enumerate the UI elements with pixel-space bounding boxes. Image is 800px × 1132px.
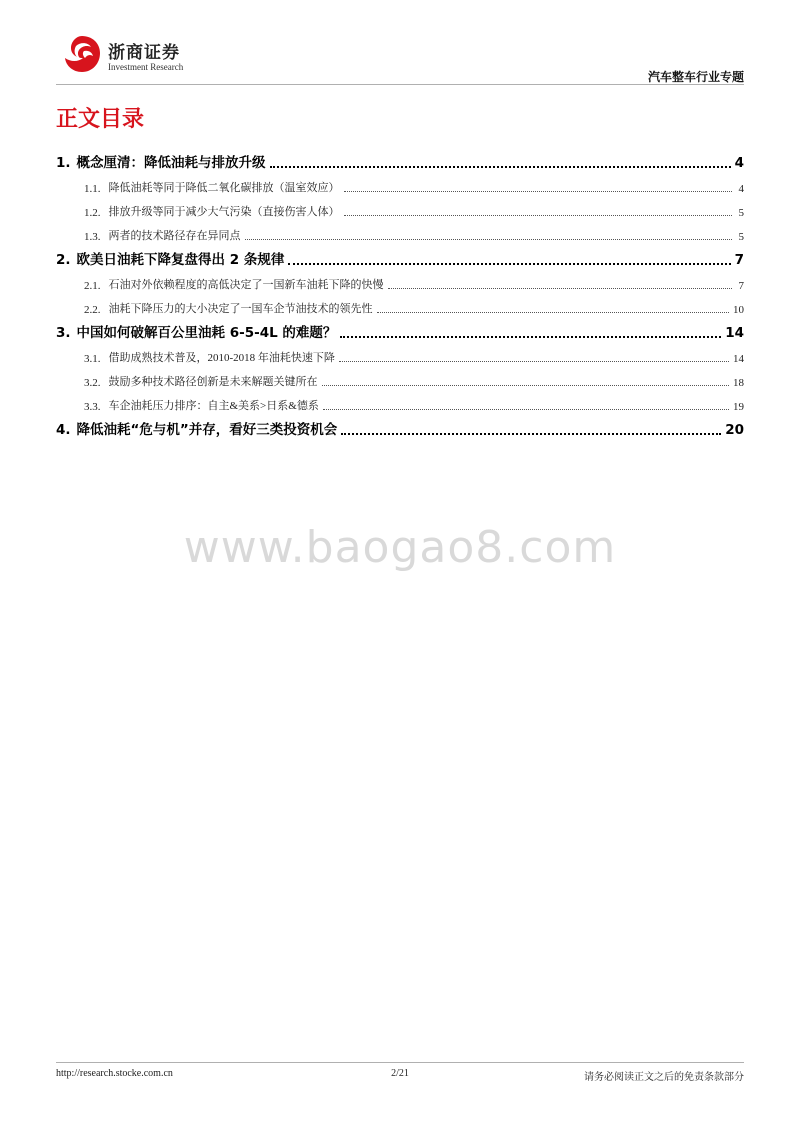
toc-entry-title: 油耗下降压力的大小决定了一国车企节油技术的领先性	[108, 303, 373, 315]
toc-dot-leader	[340, 336, 721, 338]
toc-title: 正文目录	[56, 107, 145, 132]
toc-entry-page: 5	[738, 207, 744, 219]
toc-dot-leader	[377, 312, 730, 313]
toc-dot-leader	[288, 263, 730, 265]
toc-entry-page: 7	[734, 252, 744, 268]
toc-entry-page: 20	[725, 422, 744, 438]
toc-entry-page: 5	[738, 231, 744, 243]
footer-divider	[56, 1062, 744, 1063]
toc-entry-number: 1.	[56, 155, 71, 171]
toc-subsection-entry[interactable]	[56, 219, 744, 243]
company-logo	[62, 34, 182, 78]
toc-dot-leader	[339, 361, 729, 362]
watermark: www.baogao8.com	[183, 522, 617, 573]
header-divider	[56, 84, 744, 85]
toc-entry-title: 中国如何破解百公里油耗 6-5-4L 的难题？	[76, 325, 337, 341]
toc-entry-number: 3.3.	[84, 401, 101, 413]
toc-entry-number: 3.1.	[84, 353, 101, 365]
toc-entry-title: 两者的技术路径存在异同点	[108, 230, 241, 242]
toc-entry-title: 石油对外依赖程度的高低决定了一国新车油耗下降的快慢	[108, 279, 384, 291]
page-header	[0, 0, 800, 90]
toc-entry-title: 鼓励多种技术路径创新是未来解题关键所在	[108, 376, 318, 388]
footer-page-number: 2/21	[391, 1068, 409, 1079]
toc-entry-number: 1.1.	[84, 183, 101, 195]
toc-entry-number: 3.2.	[84, 377, 101, 389]
toc-dot-leader	[344, 191, 733, 192]
toc-subsection-entry[interactable]	[56, 341, 744, 365]
footer-disclaimer: 请务必阅读正文之后的免责条款部分	[584, 1072, 744, 1083]
footer-url-link[interactable]: http://research.stocke.com.cn	[56, 1068, 173, 1079]
toc-dot-leader	[323, 409, 729, 410]
toc-subsection-entry[interactable]	[56, 171, 744, 195]
toc-subsection-entry[interactable]	[56, 195, 744, 219]
toc-dot-leader	[270, 166, 731, 168]
toc-entry-page: 4	[734, 155, 744, 171]
toc-subsection-entry[interactable]	[56, 365, 744, 389]
toc-entry-page: 7	[738, 280, 744, 292]
toc-entry-page: 14	[733, 353, 744, 365]
toc-entry-number: 2.1.	[84, 280, 101, 292]
toc-entry-title: 欧美日油耗下降复盘得出 2 条规律	[76, 252, 285, 268]
toc-entry-number: 3.	[56, 325, 71, 341]
toc-entry-page: 10	[733, 304, 744, 316]
toc-entry-number: 1.3.	[84, 231, 101, 243]
toc-entry-page: 4	[738, 183, 744, 195]
toc-entry-title: 概念厘清：降低油耗与排放升级	[76, 155, 266, 171]
toc-entry-page: 14	[725, 325, 744, 341]
table-of-contents	[56, 146, 744, 438]
toc-dot-leader	[388, 288, 733, 289]
toc-entry-title: 排放升级等同于减少大气污染（直接伤害人体）	[108, 206, 340, 218]
toc-entry-title: 降低油耗“危与机”并存，看好三类投资机会	[76, 422, 338, 438]
toc-entry-title: 借助成熟技术普及，2010-2018 年油耗快速下降	[108, 352, 335, 364]
toc-entry-number: 2.	[56, 252, 71, 268]
toc-entry-number: 2.2.	[84, 304, 101, 316]
toc-subsection-entry[interactable]	[56, 292, 744, 316]
toc-subsection-entry[interactable]	[56, 268, 744, 292]
toc-entry-number: 4.	[56, 422, 71, 438]
toc-subsection-entry[interactable]	[56, 389, 744, 413]
logo-chinese-name: 浙商证券	[108, 43, 180, 63]
toc-entry-number: 1.2.	[84, 207, 101, 219]
logo-english-name: Investment Research	[108, 62, 184, 72]
toc-entry-title: 车企油耗压力排序：自主&美系>日系&德系	[108, 400, 319, 412]
report-type-label: 汽车整车行业专题	[647, 70, 744, 84]
toc-dot-leader	[245, 239, 733, 240]
toc-dot-leader	[344, 215, 733, 216]
toc-entry-page: 18	[733, 377, 744, 389]
toc-entry-page: 19	[733, 401, 744, 413]
logo-mark-icon	[62, 34, 102, 74]
toc-entry-title: 降低油耗等同于降低二氧化碳排放（温室效应）	[108, 182, 340, 194]
toc-dot-leader	[322, 385, 730, 386]
toc-section-entry[interactable]	[56, 146, 744, 171]
toc-section-entry[interactable]	[56, 316, 744, 341]
toc-section-entry[interactable]	[56, 243, 744, 268]
toc-dot-leader	[341, 433, 721, 435]
toc-section-entry[interactable]	[56, 413, 744, 438]
